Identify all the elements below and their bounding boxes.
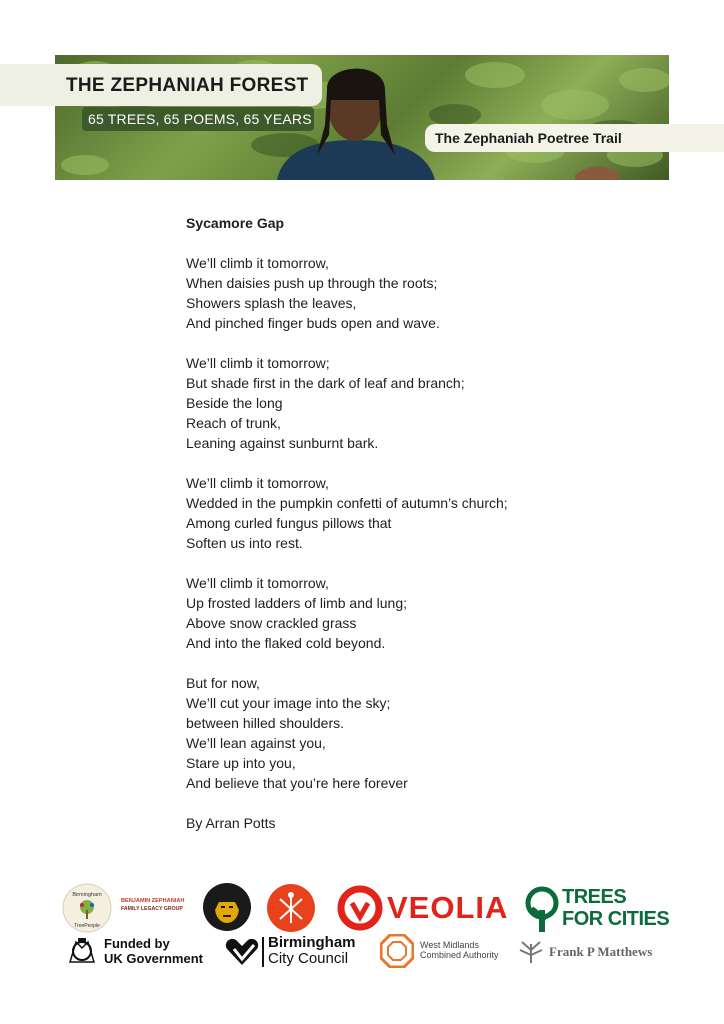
poem-line: Showers splash the leaves, <box>186 295 357 311</box>
bz-family-legacy-logo <box>121 898 201 912</box>
poem-line: And believe that you’re here forever <box>186 775 408 791</box>
tree-branches-icon <box>516 938 546 964</box>
poem-line: Up frosted ladders of limb and lung; <box>186 595 408 611</box>
poem-line: But shade first in the dark of leaf and branch; <box>186 375 465 391</box>
btp-text-top: Birmingham <box>72 892 102 898</box>
bcc-divider <box>262 937 264 967</box>
poem-line: Among curled fungus pillows that <box>186 515 392 531</box>
bcc-line-2: City Council <box>268 950 349 967</box>
btp-text-bottom: TreePeople <box>74 923 100 929</box>
tree-icon <box>524 886 564 934</box>
veolia-wordmark: VEOLIA <box>387 890 509 925</box>
uk-gov-line-1: Funded by <box>104 936 170 951</box>
stanza-2 <box>186 353 666 453</box>
frank-wordmark: Frank P Matthews <box>549 944 653 959</box>
poem <box>186 213 666 833</box>
frank-p-matthews-logo <box>516 938 666 966</box>
poem-author: By Arran Potts <box>186 815 276 831</box>
uk-gov-line-2: UK Government <box>104 951 203 966</box>
poem-line: And pinched finger buds open and wave. <box>186 315 440 331</box>
wmca-octagon-icon <box>380 934 414 968</box>
poem-line: We’ll climb it tomorrow, <box>186 575 329 591</box>
poem-line: When daisies push up through the roots; <box>186 275 438 291</box>
heart-icon <box>224 937 260 967</box>
poem-line: Beside the long <box>186 395 283 411</box>
poem-line: We’ll cut your image into the sky; <box>186 695 391 711</box>
poem-line: Soften us into rest. <box>186 535 303 551</box>
stanza-4 <box>186 573 666 653</box>
poem-line: We’ll climb it tomorrow, <box>186 475 329 491</box>
wmca-line-1: West Midlands <box>420 940 479 950</box>
tfc-line-1: TREES <box>562 886 627 908</box>
veolia-logo <box>337 885 512 931</box>
bz-logo-line-1: BENJAMIN ZEPHANIAH <box>121 898 185 904</box>
poem-line: Stare up into you, <box>186 755 296 771</box>
trees-for-cities-logo <box>524 886 670 934</box>
poem-line: We’ll climb it tomorrow; <box>186 355 330 371</box>
red-circle-emblem-logo <box>266 883 316 933</box>
poem-line: Wedded in the pumpkin confetti of autumn’s church; <box>186 495 508 511</box>
poem-line: We’ll lean against you, <box>186 735 326 751</box>
trail-label: The Zephaniah Poetree Trail <box>435 130 622 146</box>
stanza-3 <box>186 473 666 553</box>
poem-line: But for now, <box>186 675 260 691</box>
tfc-line-2: FOR CITIES <box>562 908 670 930</box>
poem-line: Leaning against sunburnt bark. <box>186 435 379 451</box>
stanza-5 <box>186 673 666 793</box>
poem-line: between hilled shoulders. <box>186 715 344 731</box>
poem-line: And into the flaked cold beyond. <box>186 635 386 651</box>
birmingham-city-council-logo <box>224 935 364 969</box>
stanza-1 <box>186 253 666 333</box>
wmca-line-2: Combined Authority <box>420 950 499 960</box>
bcc-line-1: Birmingham <box>268 934 356 951</box>
banner-subtitle: 65 TREES, 65 POEMS, 65 YEARS <box>88 111 312 127</box>
poem-title: Sycamore Gap <box>186 215 285 231</box>
wmca-logo <box>380 934 510 968</box>
poem-line: We’ll climb it tomorrow, <box>186 255 329 271</box>
uk-government-logo <box>66 936 216 968</box>
birmingham-treepeople-logo <box>62 883 112 933</box>
poem-line: Reach of trunk, <box>186 415 281 431</box>
banner-title: THE ZEPHANIAH FOREST <box>66 75 309 96</box>
bz-logo-line-2: FAMILY LEGACY GROUP <box>121 906 183 912</box>
zephaniah-portrait-logo <box>202 882 252 932</box>
poem-line: Above snow crackled grass <box>186 615 357 631</box>
veolia-symbol-icon <box>337 885 383 931</box>
royal-arms-icon <box>66 936 98 966</box>
